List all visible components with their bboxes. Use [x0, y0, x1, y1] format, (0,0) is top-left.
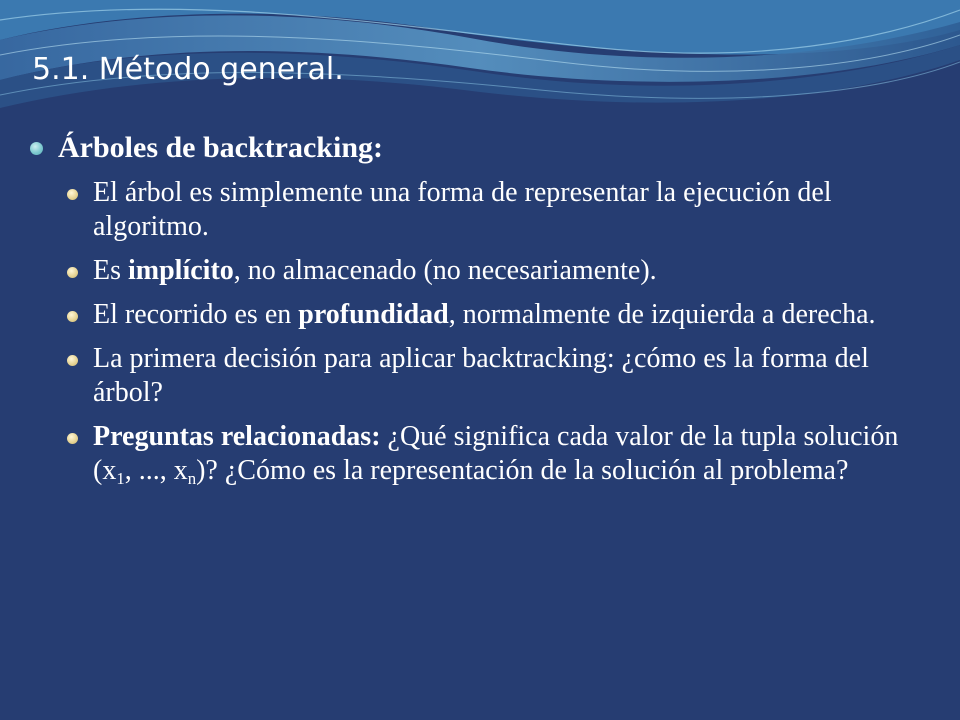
- subscript-n: n: [187, 469, 197, 489]
- list-item-text-post: , normalmente de izquierda a derecha.: [448, 299, 876, 330]
- subscript-1: 1: [116, 469, 125, 489]
- slide-title: 5.1. Método general.: [32, 52, 344, 87]
- slide-body: [30, 130, 935, 498]
- list-item-text: La primera decisión para aplicar backtracking: ¿cómo es la forma del árbol?: [93, 343, 869, 408]
- list-item-text-pre: Es: [93, 255, 128, 286]
- list-item: [30, 254, 935, 288]
- bullet-icon: [30, 142, 43, 155]
- list-item-text: El árbol es simplemente una forma de representar la ejecución del algoritmo.: [93, 177, 832, 242]
- list-item-text-a: ¿Qué significa cada valor de la tupla solución (x: [93, 421, 899, 486]
- bullet-icon: [67, 355, 78, 366]
- heading-bullet: [30, 130, 935, 166]
- list-item: [30, 420, 935, 488]
- list-item: [30, 342, 935, 410]
- heading-text: Árboles de backtracking:: [58, 131, 383, 164]
- list-item-text-pre: El recorrido es en: [93, 299, 299, 330]
- bullet-icon: [67, 267, 78, 278]
- bullet-icon: [67, 433, 78, 444]
- list-item-emphasis: profundidad: [298, 299, 449, 330]
- list-item-emphasis: implícito: [128, 255, 234, 286]
- list-item: [30, 176, 935, 244]
- bullet-icon: [67, 189, 78, 200]
- list-item-text-post: , no almacenado (no necesariamente).: [233, 255, 657, 286]
- list-item: [30, 298, 935, 332]
- list-item-text-mid: , ..., x: [124, 455, 188, 486]
- bullet-icon: [67, 311, 78, 322]
- list-item-text-b: )? ¿Cómo es la representación de la solución al problema?: [196, 455, 849, 486]
- list-item-emphasis: Preguntas relacionadas:: [93, 421, 381, 452]
